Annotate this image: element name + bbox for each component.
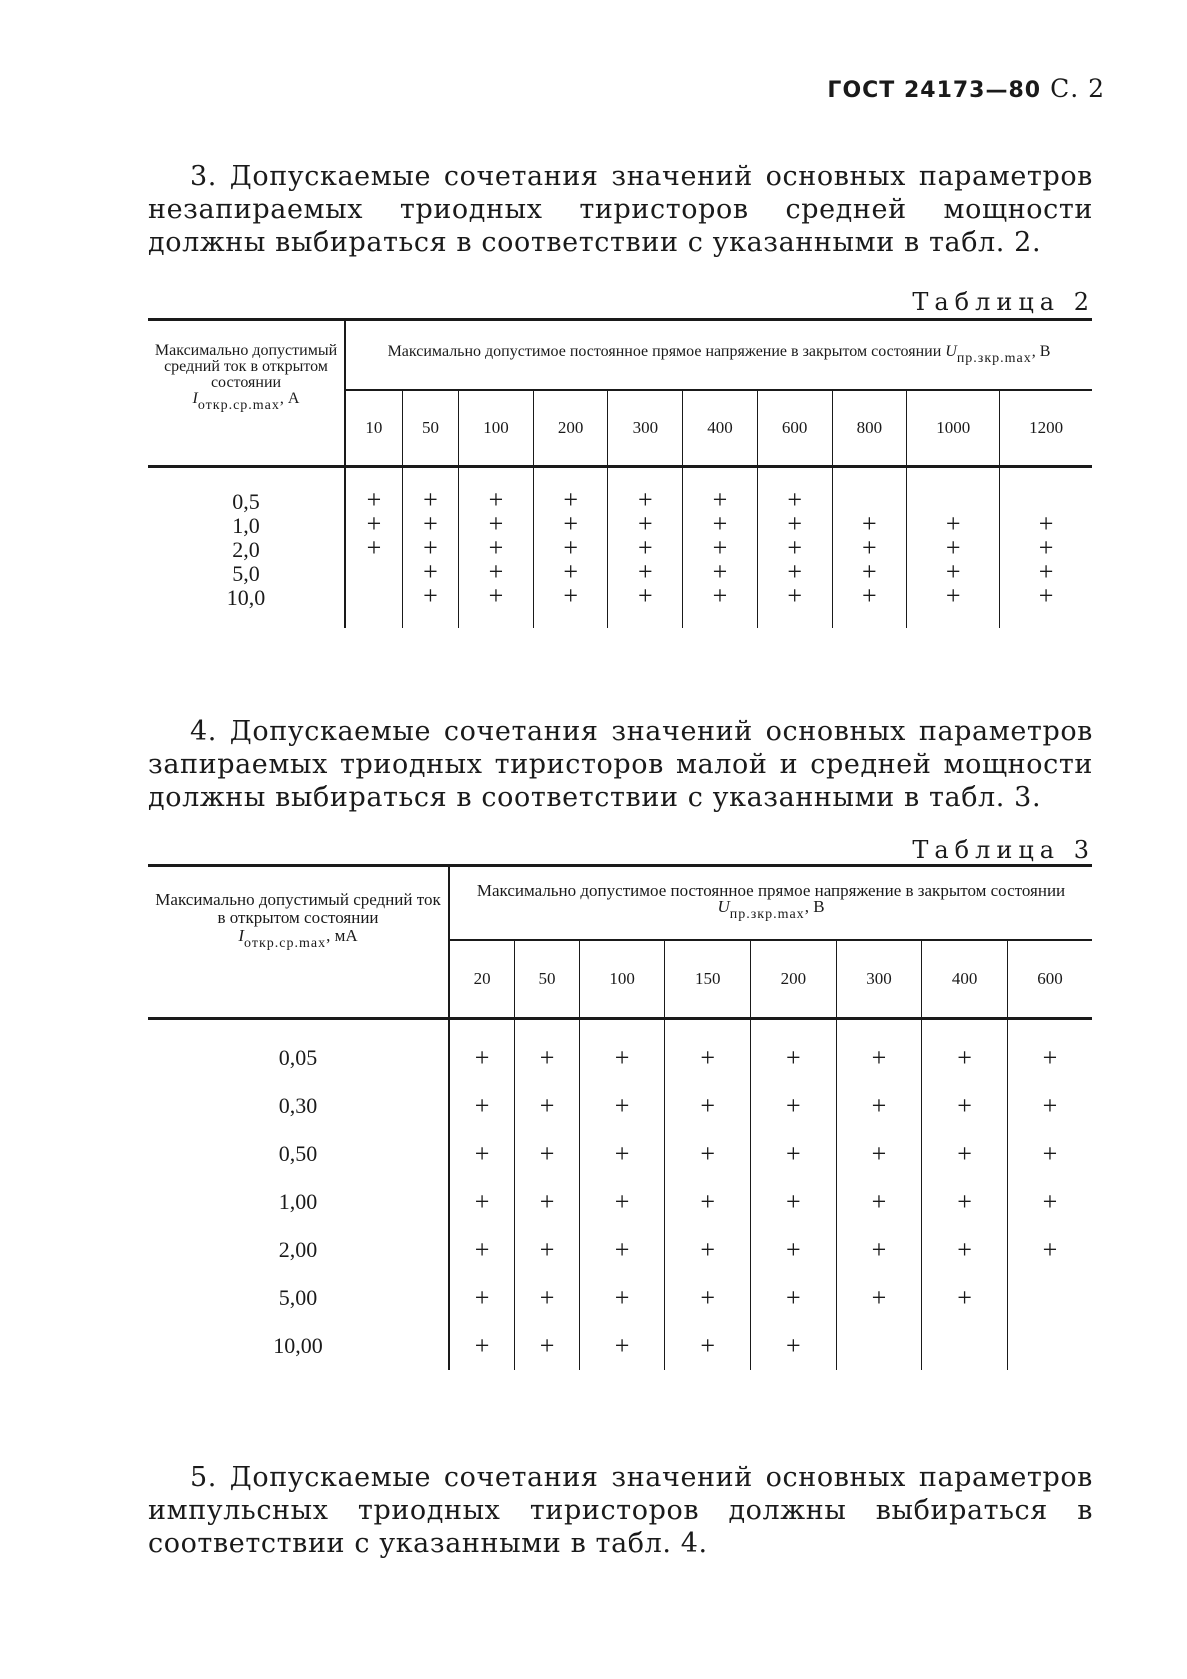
mark-cell: + (488, 557, 504, 586)
mark-cell: + (366, 533, 382, 562)
mark-cell: + (836, 1178, 922, 1226)
table-3-column-header: 100 (579, 940, 665, 1019)
mark-cell: + (665, 1322, 751, 1370)
table-2-column-marks (608, 467, 683, 629)
mark-cell: + (515, 1130, 580, 1178)
table-2-column-header: 600 (757, 390, 832, 467)
row-value: 10,00 (148, 1322, 449, 1370)
table-2-column-marks (1000, 467, 1092, 629)
row-value: 5,0 (232, 561, 260, 586)
table-2-column-header: 200 (533, 390, 608, 467)
table-3-column-header: 600 (1007, 940, 1092, 1019)
mark-cell: + (488, 485, 504, 514)
row-header-symbol: I (192, 390, 198, 407)
row-header-text: Максимально допустимый средний ток в открытом состоянии (155, 890, 441, 927)
row-value: 2,0 (232, 537, 260, 562)
mark-cell: + (665, 1226, 751, 1274)
mark-cell: + (665, 1130, 751, 1178)
mark-cell: + (637, 485, 653, 514)
mark-cell: + (922, 1274, 1008, 1322)
table-3-column-header: 50 (515, 940, 580, 1019)
mark-cell: + (751, 1322, 837, 1370)
mark-cell: + (862, 509, 877, 538)
table-2-row-header (148, 320, 345, 467)
row-value: 0,30 (148, 1082, 449, 1130)
mark-cell: + (474, 1283, 490, 1312)
mark-cell: + (579, 1226, 665, 1274)
mark-cell: + (836, 1274, 922, 1322)
mark-cell: + (488, 533, 504, 562)
table-3 (148, 864, 1092, 1370)
mark-cell: + (423, 533, 438, 562)
standard-number: ГОСТ 24173—80 (827, 78, 1042, 103)
mark-cell: + (579, 1082, 665, 1130)
mark-cell: + (665, 1019, 751, 1083)
mark-cell: + (712, 533, 728, 562)
section-5-paragraph: 5. Допускаемые сочетания значений основных параметров импульсных триодных тиристоров должны выбираться в соответствии с указанными в табл. 4. (148, 1462, 1093, 1559)
table-2 (148, 318, 1092, 628)
mark-cell: + (712, 581, 728, 610)
table-2-column-header: 400 (683, 390, 758, 467)
mark-cell: + (423, 581, 438, 610)
table-2-group-header (345, 320, 1092, 391)
row-header-unit: , А (279, 390, 300, 407)
mark-cell: + (579, 1274, 665, 1322)
mark-cell: + (563, 581, 578, 610)
table-row (148, 1082, 1092, 1130)
mark-cell: + (1038, 509, 1054, 538)
mark-cell: + (474, 1091, 490, 1120)
table-2-column-marks (345, 467, 402, 629)
mark-cell: + (423, 557, 438, 586)
row-value: 2,00 (148, 1226, 449, 1274)
mark-cell: + (836, 1019, 922, 1083)
table-row (148, 1322, 1092, 1370)
mark-cell: + (787, 533, 802, 562)
mark-cell: + (423, 509, 438, 538)
group-header-symbol: U (717, 897, 730, 916)
mark-cell: + (474, 1235, 490, 1264)
mark-cell: + (922, 1082, 1008, 1130)
mark-cell: + (423, 485, 438, 514)
mark-cell: + (563, 557, 578, 586)
mark-cell: + (751, 1274, 837, 1322)
mark-cell: + (787, 557, 802, 586)
mark-cell: + (1007, 1082, 1092, 1130)
row-header-subscript: откр.ср.max (244, 936, 327, 951)
table-2-column-header: 1200 (1000, 390, 1092, 467)
table-3-column-header: 200 (751, 940, 837, 1019)
mark-cell: + (637, 557, 653, 586)
mark-cell: + (579, 1178, 665, 1226)
mark-cell: + (836, 1226, 922, 1274)
table-2-column-marks (402, 467, 458, 629)
page-number: С. 2 (1050, 74, 1105, 103)
group-header-subscript: пр.зкр.max (729, 907, 805, 922)
mark-cell: + (515, 1178, 580, 1226)
mark-cell: + (836, 1130, 922, 1178)
mark-cell: + (862, 581, 877, 610)
mark-cell: + (712, 485, 728, 514)
mark-cell: + (474, 1331, 490, 1360)
group-header-text: Максимально допустимое постоянное прямое напряжение в закрытом состоянии (387, 342, 942, 360)
row-value: 1,0 (232, 513, 260, 538)
mark-cell: + (945, 509, 961, 538)
table-row (148, 1226, 1092, 1274)
table-2-column-header: 1000 (907, 390, 1000, 467)
mark-cell: + (751, 1178, 837, 1226)
row-value: 0,05 (148, 1019, 449, 1083)
mark-cell: + (862, 557, 877, 586)
row-value: 10,0 (226, 585, 266, 610)
mark-cell: + (515, 1019, 580, 1083)
table-2-body-row (148, 467, 1092, 629)
row-header-text: Максимально допустимый средний ток в открытом состоянии (154, 342, 338, 391)
table-2-column-marks (832, 467, 907, 629)
mark-cell: + (474, 1187, 490, 1216)
table-2-column-header: 800 (832, 390, 907, 467)
mark-cell: + (563, 485, 578, 514)
row-value: 0,5 (232, 489, 260, 514)
group-header-subscript: пр.зкр.max (956, 350, 1032, 366)
mark-cell: + (579, 1019, 665, 1083)
mark-cell: + (922, 1178, 1008, 1226)
mark-cell: + (751, 1226, 837, 1274)
table-2-column-marks (907, 467, 1000, 629)
table-2-row-values (148, 467, 345, 629)
mark-cell: + (665, 1082, 751, 1130)
group-header-unit: , В (1031, 342, 1051, 360)
row-value: 5,00 (148, 1274, 449, 1322)
mark-cell: + (366, 485, 382, 514)
mark-cell: + (1007, 1019, 1092, 1083)
mark-cell: + (1038, 557, 1054, 586)
mark-cell: + (922, 1130, 1008, 1178)
mark-cell: + (515, 1274, 580, 1322)
mark-cell: + (751, 1019, 837, 1083)
group-header-text: Максимально допустимое постоянное прямое напряжение в закрытом состоянии (476, 881, 1066, 900)
row-header-symbol: I (238, 926, 245, 945)
mark-cell: + (563, 533, 578, 562)
row-header-subscript: откр.ср.max (197, 398, 280, 413)
mark-cell: + (922, 1226, 1008, 1274)
mark-cell: + (1038, 581, 1054, 610)
mark-cell: + (665, 1178, 751, 1226)
mark-cell (922, 1322, 1008, 1370)
table-2-column-marks (533, 467, 608, 629)
mark-cell: + (751, 1082, 837, 1130)
mark-cell: + (637, 581, 653, 610)
mark-cell: + (474, 1139, 490, 1168)
group-header-symbol: U (945, 342, 957, 360)
mark-cell: + (665, 1274, 751, 1322)
table-2-column-marks (683, 467, 758, 629)
mark-cell (1007, 1274, 1092, 1322)
table-row (148, 1130, 1092, 1178)
table-2-column-header: 10 (345, 390, 402, 467)
table-row (148, 1019, 1092, 1083)
table-2-column-marks (757, 467, 832, 629)
row-header-unit: , мА (326, 926, 358, 945)
mark-cell: + (945, 581, 961, 610)
mark-cell: + (1007, 1178, 1092, 1226)
row-value: 1,00 (148, 1178, 449, 1226)
mark-cell: + (862, 533, 877, 562)
mark-cell: + (945, 533, 961, 562)
row-value: 0,50 (148, 1130, 449, 1178)
table-3-column-header: 150 (665, 940, 751, 1019)
mark-cell (836, 1322, 922, 1370)
table-3-column-header: 300 (836, 940, 922, 1019)
mark-cell: + (563, 509, 578, 538)
mark-cell: + (787, 581, 802, 610)
mark-cell: + (637, 533, 653, 562)
table-3-column-header: 20 (449, 940, 515, 1019)
table-2-column-header: 50 (402, 390, 458, 467)
mark-cell: + (712, 557, 728, 586)
table-3-caption: Таблица 3 (912, 836, 1095, 864)
mark-cell: + (836, 1082, 922, 1130)
mark-cell (1007, 1322, 1092, 1370)
section-3-paragraph: 3. Допускаемые сочетания значений основных параметров незапираемых триодных тиристоров средней мощности должны выбираться в соответствии с указанными в табл. 2. (148, 161, 1093, 258)
mark-cell: + (579, 1322, 665, 1370)
table-2-column-header: 100 (459, 390, 534, 467)
mark-cell: + (474, 1043, 490, 1072)
mark-cell: + (787, 485, 802, 514)
mark-cell: + (1007, 1130, 1092, 1178)
table-2-column-header: 300 (608, 390, 683, 467)
table-2-caption: Таблица 2 (912, 288, 1095, 316)
mark-cell: + (1038, 533, 1054, 562)
section-4-paragraph: 4. Допускаемые сочетания значений основных параметров запираемых триодных тиристоров малой и средней мощности должны выбираться в соответствии с указанными в табл. 3. (148, 716, 1093, 813)
table-3-column-header: 400 (922, 940, 1008, 1019)
mark-cell: + (922, 1019, 1008, 1083)
mark-cell: + (579, 1130, 665, 1178)
mark-cell: + (515, 1226, 580, 1274)
mark-cell: + (945, 557, 961, 586)
table-3-group-header (449, 866, 1092, 941)
mark-cell: + (751, 1130, 837, 1178)
table-2-column-marks (459, 467, 534, 629)
mark-cell: + (488, 509, 504, 538)
mark-cell: + (515, 1082, 580, 1130)
table-row (148, 1178, 1092, 1226)
mark-cell: + (637, 509, 653, 538)
mark-cell: + (1007, 1226, 1092, 1274)
page-header (827, 74, 1105, 103)
mark-cell: + (488, 581, 504, 610)
group-header-unit: , В (804, 897, 825, 916)
mark-cell: + (787, 509, 802, 538)
mark-cell: + (366, 509, 382, 538)
table-3-row-header (148, 866, 449, 1019)
mark-cell: + (712, 509, 728, 538)
mark-cell (346, 584, 402, 608)
table-row (148, 1274, 1092, 1322)
mark-cell: + (515, 1322, 580, 1370)
